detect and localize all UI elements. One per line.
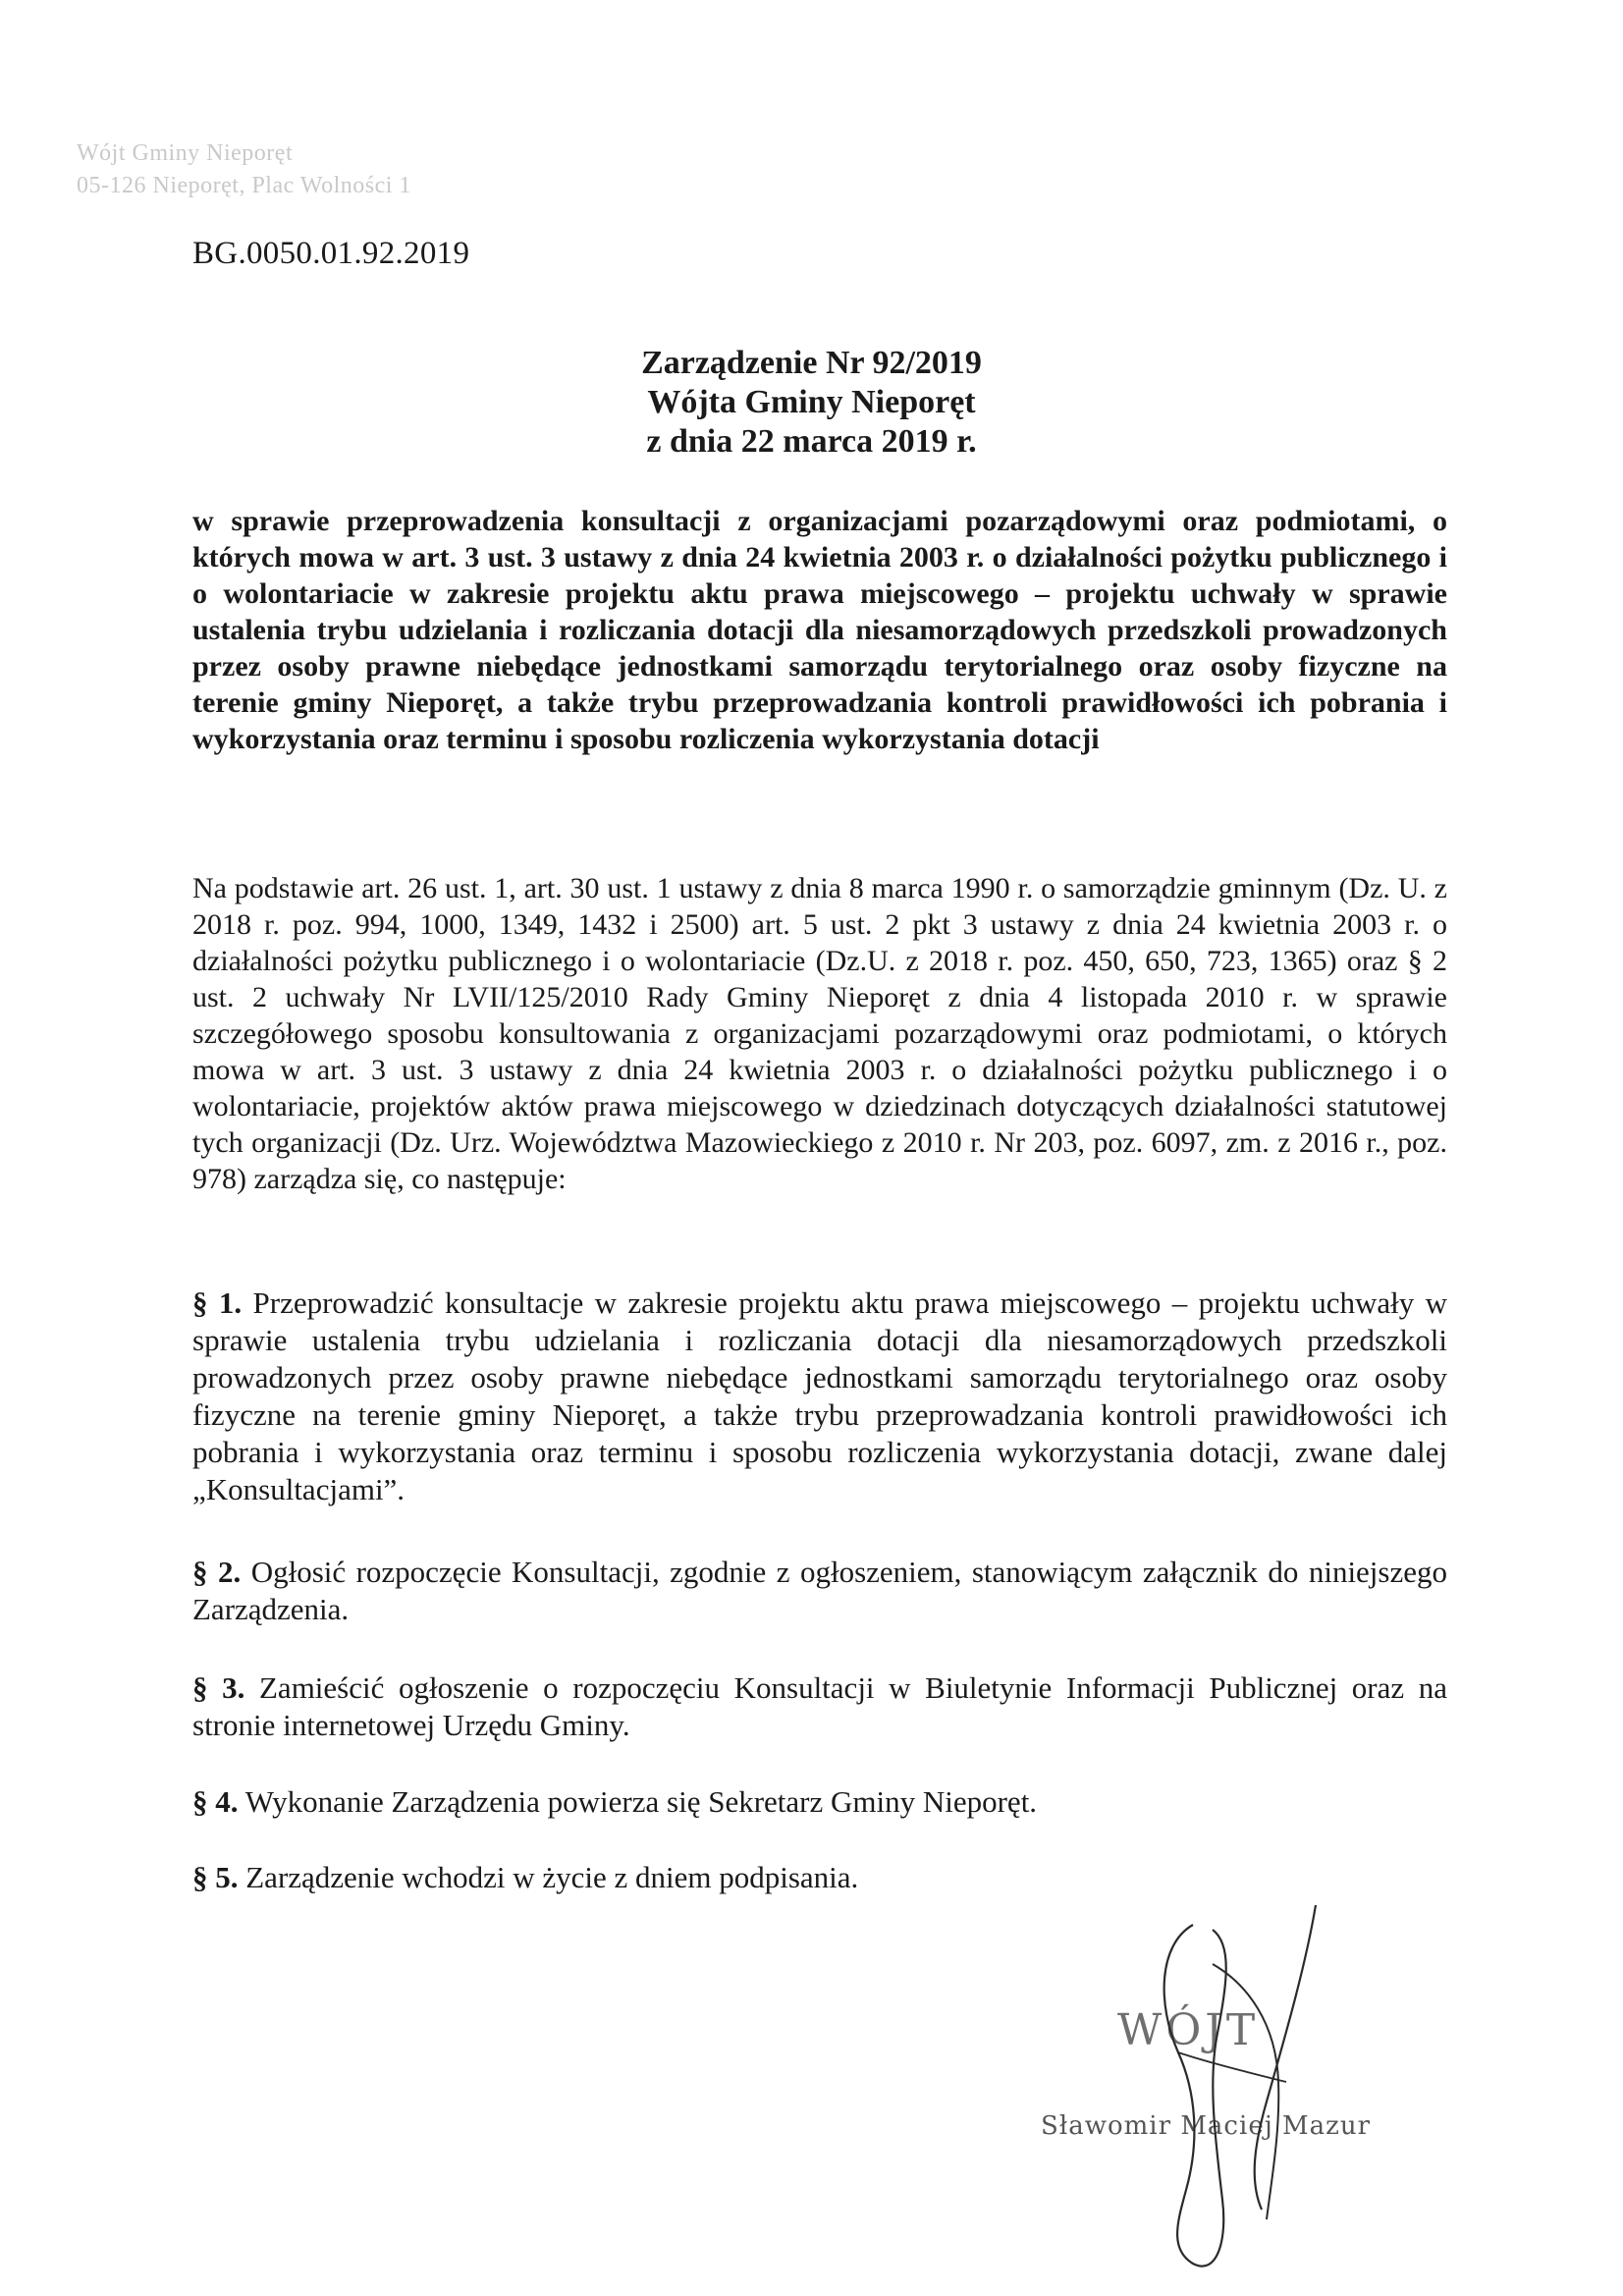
document-subject: w sprawie przeprowadzenia konsultacji z organizacjami pozarządowymi oraz podmiotami, o których mowa w art. 3 ust. 3 ustawy z dnia 24 kwietnia 2003 r. o działalności pożytku publicznego i o wolontariacie w zakresie projektu aktu prawa miejscowego – projektu uchwały w sprawie ustalenia trybu udzielania i rozliczania dotacji dla niesamorządowych przedszkoli prowadzonych przez osoby prawne niebędące jednostkami samorządu terytorialnego oraz osoby fizyczne na terenie gminy Nieporęt, a także trybu przeprowadzania kontroli prawidłowości ich pobrania i wykorzystania oraz terminu i sposobu rozliczenia wykorzystania dotacji: [192, 505, 1447, 755]
paragraph-2-text: Ogłosić rozpoczęcie Konsultacji, zgodnie z ogłoszeniem, stanowiącym załącznik do niniejszego Zarządzenia.: [192, 1555, 1448, 1626]
handwritten-signature: [1021, 1886, 1414, 2278]
paragraph-2-number: § 2.: [192, 1555, 242, 1589]
paragraph-1-number: § 1.: [192, 1285, 243, 1320]
signature-stamp-title: WÓJT: [1117, 2005, 1260, 2055]
signature-scribble: [1021, 1886, 1414, 2278]
faded-office-stamp: [77, 137, 489, 202]
paragraph-1: [192, 1285, 1447, 1508]
faded-stamp-line-2: 05-126 Nieporęt, Plac Wolności 1: [77, 173, 411, 198]
paragraph-5-number: § 5.: [192, 1860, 239, 1894]
paragraph-4-text: Wykonanie Zarządzenia powierza się Sekretarz Gminy Nieporęt.: [244, 1784, 1038, 1819]
paragraph-2: [192, 1554, 1447, 1628]
document-heading: [0, 344, 1623, 462]
paragraph-3-text: Zamieścić ogłoszenie o rozpoczęciu Konsultacji w Biuletynie Informacji Publicznej oraz na stronie internetowej Urzędu Gminy.: [192, 1670, 1448, 1742]
paragraph-4: [192, 1783, 1447, 1821]
faded-stamp-line-1: Wójt Gminy Nieporęt: [77, 140, 294, 166]
paragraph-5-text: Zarządzenie wchodzi w życie z dniem podpisania.: [245, 1860, 859, 1894]
paragraph-3: [192, 1669, 1447, 1744]
heading-title: Zarządzenie Nr 92/2019: [641, 345, 982, 381]
paragraph-3-number: § 3.: [192, 1670, 245, 1705]
paragraph-1-text: Przeprowadzić konsultacje w zakresie projektu aktu prawa miejscowego – projektu uchwały w sprawie ustalenia trybu udzielania i rozliczania dotacji dla niesamorządowych przedszkoli prowadzonych przez osoby prawne niebędące jednostkami samorządu terytorialnego oraz osoby fizyczne na terenie gminy Nieporęt, a także trybu przeprowadzania kontroli prawidłowości ich pobrania i wykorzystania oraz terminu i sposobu rozliczenia wykorzystania dotacji, zwane dalej „Konsultacjami”.: [192, 1285, 1448, 1506]
paragraph-4-number: § 4.: [192, 1784, 239, 1819]
heading-date: z dnia 22 marca 2019 r.: [646, 423, 977, 460]
legal-basis: Na podstawie art. 26 ust. 1, art. 30 ust. 1 ustawy z dnia 8 marca 1990 r. o samorządzie gminnym (Dz. U. z 2018 r. poz. 994, 1000, 1349, 1432 i 2500) art. 5 ust. 2 pkt 3 ustawy z dnia 24 kwietnia 2003 r. o działalności pożytku publicznego i o wolontariacie (Dz.U. z 2018 r. poz. 450, 650, 723, 1365) oraz § 2 ust. 2 uchwały Nr LVII/125/2010 Rady Gminy Nieporęt z dnia 4 listopada 2010 r. w sprawie szczegółowego sposobu konsultowania z organizacjami pozarządowymi oraz podmiotami, o których mowa w art. 3 ust. 3 ustawy z dnia 24 kwietnia 2003 r. o działalności pożytku publicznego i o wolontariacie, projektów aktów prawa miejscowego w dziedzinach dotyczących działalności statutowej tych organizacji (Dz. Urz. Województwa Mazowieckiego z 2010 r. Nr 203, poz. 6097, zm. z 2016 r., poz. 978) zarządza się, co następuje:: [192, 872, 1447, 1195]
heading-issuer: Wójta Gminy Nieporęt: [647, 384, 976, 420]
signature-stamp-name: Sławomir Maciej Mazur: [1041, 2111, 1372, 2141]
document-reference-number: BG.0050.01.92.2019: [192, 236, 470, 271]
